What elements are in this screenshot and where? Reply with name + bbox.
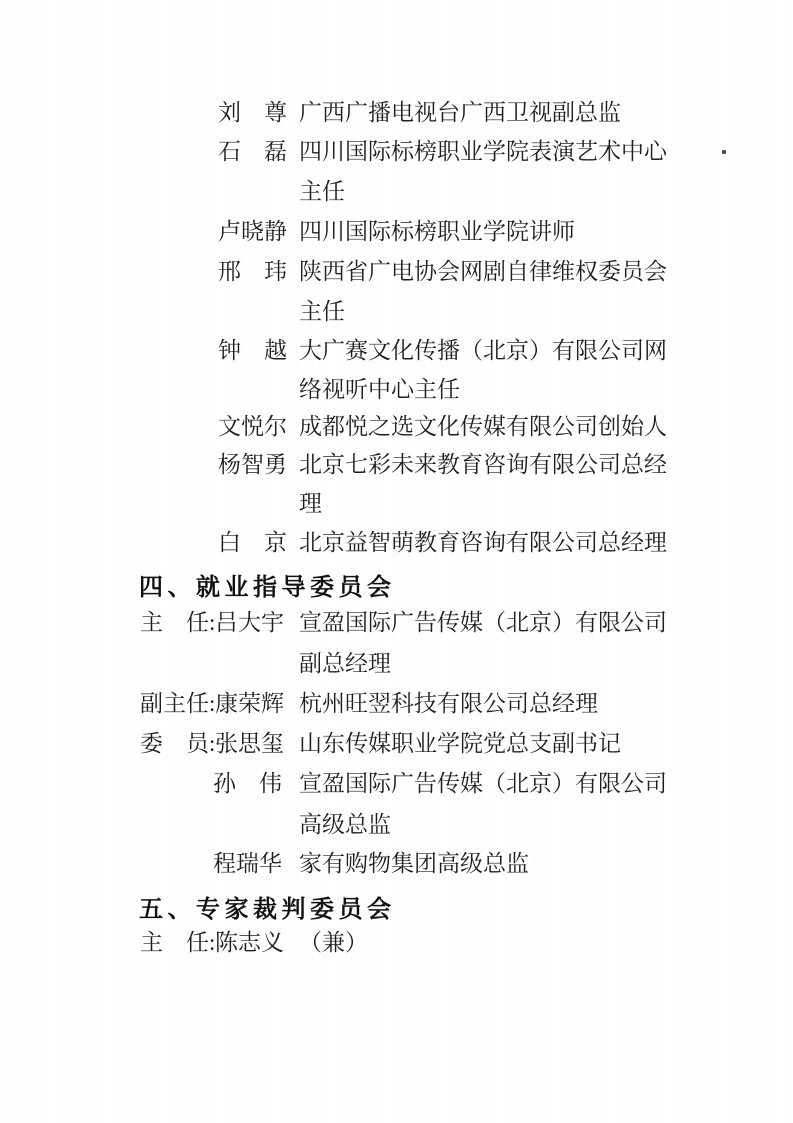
- affiliation-continuation-row: [0, 297, 793, 327]
- member-row: [0, 257, 793, 287]
- member-name: 卢晓静: [218, 219, 287, 244]
- member-row: [0, 450, 793, 480]
- member-affiliation: 家有购物集团高级总监: [299, 851, 529, 876]
- member-name: 杨智勇: [218, 452, 287, 477]
- member-name: 陈志义: [215, 930, 284, 955]
- affiliation-continuation: 主任: [299, 179, 345, 204]
- member-row: [0, 412, 793, 442]
- member-affiliation: 北京益智萌教育咨询有限公司总经理: [299, 530, 667, 555]
- member-name: 张思玺: [215, 731, 284, 756]
- role-label: 主 任:: [140, 930, 216, 955]
- member-affiliation: 杭州旺翌科技有限公司总经理: [299, 691, 598, 716]
- affiliation-continuation: 主任: [299, 299, 345, 324]
- member-name: 程瑞华: [213, 851, 282, 876]
- member-row: [0, 137, 793, 167]
- section-heading-expert-judging-committee: 五、专家裁判委员会: [139, 896, 396, 923]
- member-row: [0, 849, 793, 879]
- member-row: [0, 217, 793, 247]
- member-affiliation: 四川国际标榜职业学院讲师: [299, 219, 575, 244]
- role-label: 副主任:: [140, 691, 216, 716]
- member-row: [0, 769, 793, 799]
- affiliation-continuation-row: [0, 375, 793, 405]
- member-affiliation: 北京七彩未来教育咨询有限公司总经: [299, 452, 667, 477]
- member-row: [0, 528, 793, 558]
- member-name: 文悦尔: [218, 414, 287, 439]
- role-row: [0, 608, 793, 638]
- member-name: 白 京: [218, 530, 287, 555]
- member-name: 康荣辉: [215, 691, 284, 716]
- member-name: 刘 尊: [218, 100, 287, 125]
- member-row: [0, 336, 793, 366]
- member-affiliation: 大广赛文化传播（北京）有限公司网: [299, 338, 667, 363]
- member-note: （兼）: [299, 930, 368, 955]
- member-name: 邢 玮: [218, 259, 287, 284]
- member-affiliation: 陕西省广电协会网剧自律维权委员会: [299, 259, 667, 284]
- role-row: [0, 729, 793, 759]
- member-affiliation: 宣盈国际广告传媒（北京）有限公司: [299, 771, 667, 796]
- role-label: 主 任:: [140, 610, 216, 635]
- affiliation-continuation-row: [0, 177, 793, 207]
- member-affiliation: 四川国际标榜职业学院表演艺术中心: [299, 139, 667, 164]
- member-affiliation: 宣盈国际广告传媒（北京）有限公司: [299, 610, 667, 635]
- affiliation-continuation: 络视听中心主任: [299, 377, 460, 402]
- member-affiliation: 广西广播电视台广西卫视副总监: [299, 100, 621, 125]
- member-affiliation: 成都悦之选文化传媒有限公司创始人: [299, 414, 667, 439]
- member-name: 钟 越: [218, 338, 287, 363]
- role-row: [0, 689, 793, 719]
- role-label: 委 员:: [140, 731, 216, 756]
- member-name: 石 磊: [218, 139, 287, 164]
- affiliation-continuation-row: [0, 649, 793, 679]
- affiliation-continuation-row: [0, 489, 793, 519]
- role-row: [0, 928, 793, 958]
- section-heading-employment-committee: 四、就业指导委员会: [139, 574, 396, 601]
- member-name: 孙 伟: [213, 771, 282, 796]
- affiliation-continuation: 副总经理: [299, 651, 391, 676]
- affiliation-continuation: 理: [299, 491, 322, 516]
- member-row: [0, 98, 793, 128]
- member-name: 吕大宇: [215, 610, 284, 635]
- member-affiliation: 山东传媒职业学院党总支副书记: [299, 731, 621, 756]
- affiliation-continuation-row: [0, 810, 793, 840]
- affiliation-continuation: 高级总监: [299, 812, 391, 837]
